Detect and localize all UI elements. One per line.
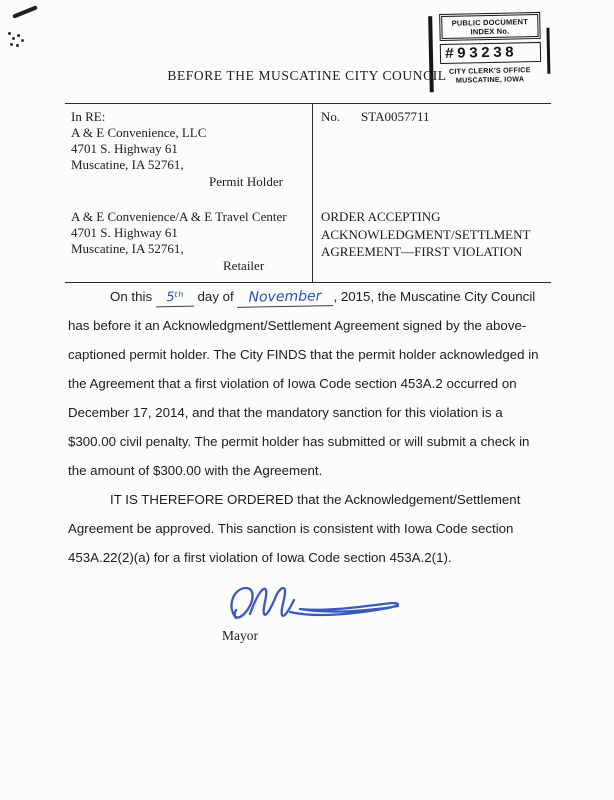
retailer-address1: 4701 S. Highway 61 (71, 225, 178, 240)
order-title-line3: AGREEMENT—FIRST VIOLATION (321, 244, 523, 259)
mayor-signature-icon (220, 580, 410, 632)
scan-artifact (12, 5, 38, 18)
permit-holder-name: A & E Convenience, LLC (71, 125, 207, 140)
permit-holder-address1: 4701 S. Highway 61 (71, 141, 178, 156)
p1-remainder: , 2015, the Muscatine City Council has before it an Acknowledgment/Settlement Agreement signed by the above-captioned permit holder. The City FINDS that the permit holder acknowledged in the Agreement that a first violation of Iowa Code section 453A.2 occurred on December 17, 2014, and that the mandatory sanction for this violation is a $300.00 civil penalty. The permit holder has submitted or will submit a check in the amount of $300.00 with the Agreement. (68, 289, 539, 478)
stamp-office-line2: MUSCATINE, IOWA (455, 74, 525, 85)
retailer-name: A & E Convenience/A & E Travel Center (71, 209, 287, 224)
document-body (68, 282, 546, 572)
case-number-label: No. (321, 109, 341, 124)
stamp-number: #93238 (440, 42, 541, 64)
paragraph-order: IT IS THEREFORE ORDERED that the Acknowledgement/Settlement Agreement be approved. This sanction is consistent with Iowa Code section 453A.22(2)(a) for a first violation of Iowa Code section 453A.2(1). (68, 492, 521, 565)
stamp-index-box (439, 12, 541, 41)
permit-holder-address2: Muscatine, IA 52761, (71, 157, 184, 172)
stamp-edge-mark (546, 28, 550, 74)
stamp-index-no-text: INDEX No. (470, 26, 510, 37)
stamp-office-line1: CITY CLERK'S OFFICE (448, 65, 531, 76)
p1-opening: On this (110, 289, 156, 304)
p1-middle: day of (193, 289, 238, 304)
order-title-line1: ORDER ACCEPTING (321, 209, 441, 224)
retailer-address2: Muscatine, IA 52761, (71, 241, 184, 256)
case-number-value: STA0057711 (361, 109, 430, 124)
paragraph-findings (68, 282, 546, 485)
caption-right-column (313, 104, 551, 282)
in-re-label: In RE: (71, 109, 106, 124)
case-number-line (321, 109, 545, 125)
caption-left-column (65, 104, 313, 282)
clerk-stamp (428, 12, 551, 99)
mayor-label: Mayor (222, 628, 258, 643)
order-title-line2: ACKNOWLEDGMENT/SETTLMENT (321, 226, 531, 242)
permit-holder-label: Permit Holder (209, 174, 284, 189)
handwritten-day: 5ᵗʰ (156, 289, 194, 308)
order-title (321, 208, 545, 261)
document-title: BEFORE THE MUSCATINE CITY COUNCIL (167, 68, 447, 83)
caption-table (65, 103, 551, 283)
handwritten-month: November (237, 288, 333, 308)
retailer-label: Retailer (223, 258, 265, 273)
signature-block (220, 580, 410, 644)
stamp-public-document-text: PUBLIC DOCUMENT (451, 17, 529, 28)
retailer-block (71, 209, 304, 274)
scan-artifact (8, 32, 11, 35)
